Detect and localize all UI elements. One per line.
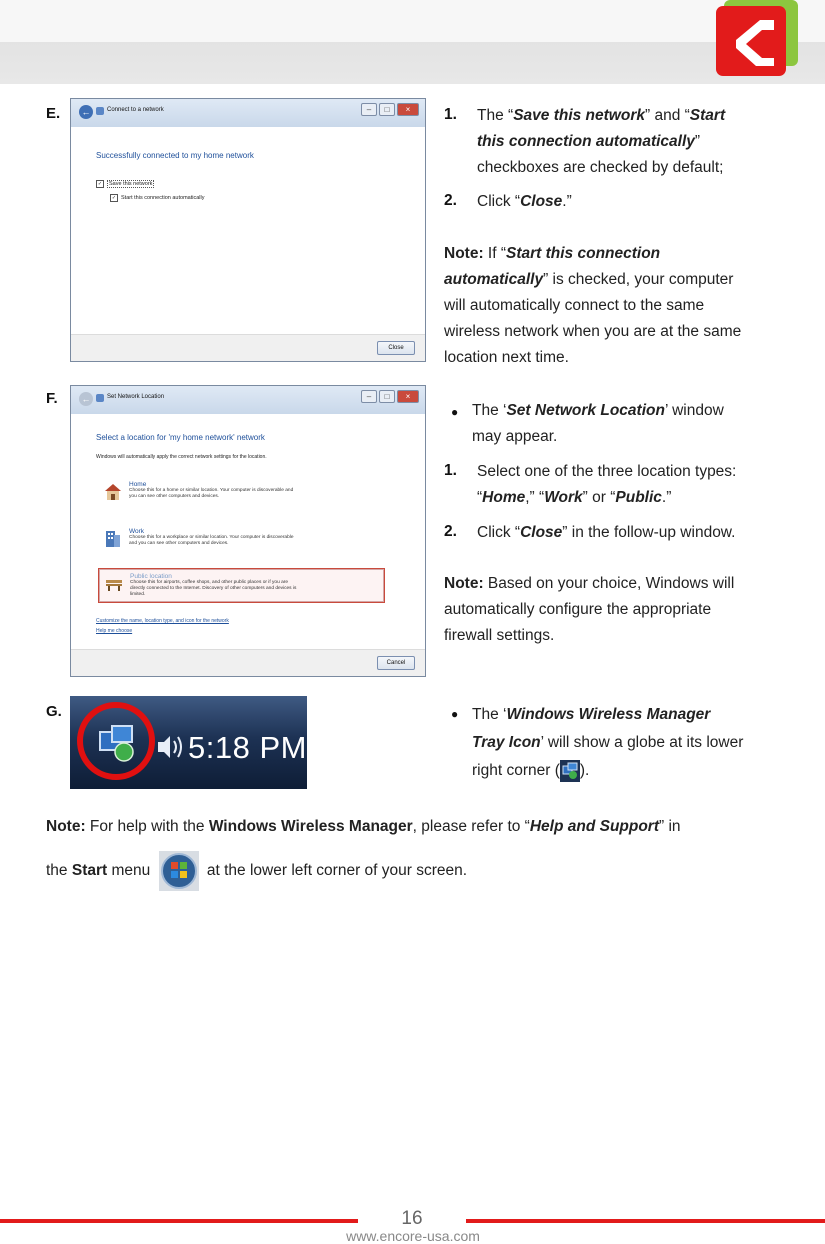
close-icon: × xyxy=(397,390,419,403)
dialog-title: Connect to a network xyxy=(107,107,164,113)
note-f: Note: Based on your choice, Windows will automatically configure the appropriate firewall settings. xyxy=(444,575,735,644)
checkbox-label: Save this network xyxy=(109,181,153,187)
work-location-option xyxy=(103,528,294,548)
footer-url: www.encore-usa.com xyxy=(346,1228,480,1244)
dialog-titlebar xyxy=(71,386,425,414)
note-e: Note: If “Start this connection automatically” is checked, your computer will automatically connect to the same wireless network when you are at the same location next time. xyxy=(444,245,742,366)
dialog-cancel-button: Cancel xyxy=(377,656,415,670)
wireless-manager-tray-icon xyxy=(560,760,580,782)
close-icon: × xyxy=(397,103,419,116)
option-desc: and you can see other computers and devices. xyxy=(129,541,229,546)
step-2-text: Click “Close.” xyxy=(477,193,572,210)
save-network-checkbox xyxy=(96,180,154,188)
customize-network-link: Customize the name, location type, and icon for the network xyxy=(96,618,229,624)
dialog-heading: Select a location for 'my home network' network xyxy=(96,433,265,442)
red-circle-highlight xyxy=(75,700,157,782)
home-location-option xyxy=(103,481,293,501)
dialog-titlebar xyxy=(71,99,425,127)
back-arrow-icon: ← xyxy=(79,392,93,406)
step-number: 2. xyxy=(444,523,457,540)
network-icon xyxy=(96,107,104,115)
system-tray-screenshot xyxy=(70,696,307,789)
step-number: 1. xyxy=(444,462,457,479)
option-desc: Choose this for a home or similar location. Your computer is discoverable and xyxy=(129,488,294,493)
section-letter-e: E. xyxy=(46,105,61,122)
minimize-icon: – xyxy=(361,103,377,116)
bullet-icon: ● xyxy=(451,405,459,419)
maximize-icon: □ xyxy=(379,390,395,403)
tray-clock: 5:18 PM xyxy=(188,730,307,765)
dialog-heading: Successfully connected to my home network xyxy=(96,151,254,160)
option-desc: Choose this for a workplace or similar location. Your computer is discoverable xyxy=(129,535,294,540)
checkmark-icon: ✓ xyxy=(111,195,117,201)
option-desc: directly connected to the Internet. Discovery of other computers and devices is xyxy=(130,586,297,591)
dialog-footer xyxy=(71,334,425,361)
start-menu-icon xyxy=(159,851,199,891)
f-step-2-text: Click “Close” in the follow-up window. xyxy=(477,524,736,541)
window-controls xyxy=(361,103,419,116)
minimize-icon: – xyxy=(361,390,377,403)
dialog-body xyxy=(71,127,425,335)
step-number: 1. xyxy=(444,106,457,123)
footer-line-right xyxy=(466,1219,825,1223)
volume-icon xyxy=(156,732,186,762)
g-bullet-text: The ‘Windows Wireless Manager Tray Icon’ will show a globe at its lower right corner ( ). xyxy=(472,701,812,785)
option-desc: limited. xyxy=(130,592,146,597)
dialog-footer xyxy=(71,649,425,676)
checkmark-icon: ✓ xyxy=(97,181,103,187)
connect-dialog-screenshot xyxy=(70,98,426,362)
help-me-choose-link: Help me choose xyxy=(96,628,133,634)
option-desc: you can see other computers and devices. xyxy=(129,494,220,499)
home-icon xyxy=(103,481,123,501)
dialog-intro: Windows will automatically apply the correct network settings for the location. xyxy=(96,454,267,460)
footer-line-left xyxy=(0,1219,358,1223)
option-desc: Choose this for airports, coffee shops, and other public places or if you are xyxy=(130,580,289,585)
bullet-icon: ● xyxy=(451,707,459,721)
page-header xyxy=(0,0,825,84)
bench-icon xyxy=(104,573,124,593)
f-step-1-text: Select one of the three location types: “Home,” “Work” or “Public.” xyxy=(477,463,737,506)
network-icon xyxy=(96,394,104,402)
option-title: Home xyxy=(129,481,147,488)
set-network-location-screenshot xyxy=(70,385,426,677)
step-1-text: The “Save this network” and “Start this connection automatically” checkboxes are checked by default; xyxy=(477,107,726,176)
checkbox-label: Start this connection automatically xyxy=(121,195,205,201)
public-location-option xyxy=(99,569,384,602)
maximize-icon: □ xyxy=(379,103,395,116)
encore-logo-icon xyxy=(716,0,798,76)
section-letter-f: F. xyxy=(46,390,58,407)
back-arrow-icon: ← xyxy=(79,105,93,119)
option-title: Work xyxy=(129,528,145,535)
page-number: 16 xyxy=(401,1208,423,1229)
option-title: Public location xyxy=(130,573,172,580)
dialog-close-button: Close xyxy=(377,341,415,355)
f-bullet-text: The ‘Set Network Location’ window may appear. xyxy=(472,402,724,445)
section-letter-g: G. xyxy=(46,703,62,720)
window-controls xyxy=(361,390,419,403)
bottom-note: Note: For help with the Windows Wireless Manager, please refer to “Help and Support” in the Start menu at the lower left corner of your screen. xyxy=(46,805,806,893)
work-building-icon xyxy=(103,528,123,548)
step-number: 2. xyxy=(444,192,457,209)
dialog-body xyxy=(71,414,425,650)
dialog-title: Set Network Location xyxy=(107,394,165,400)
start-automatically-checkbox xyxy=(110,194,204,202)
